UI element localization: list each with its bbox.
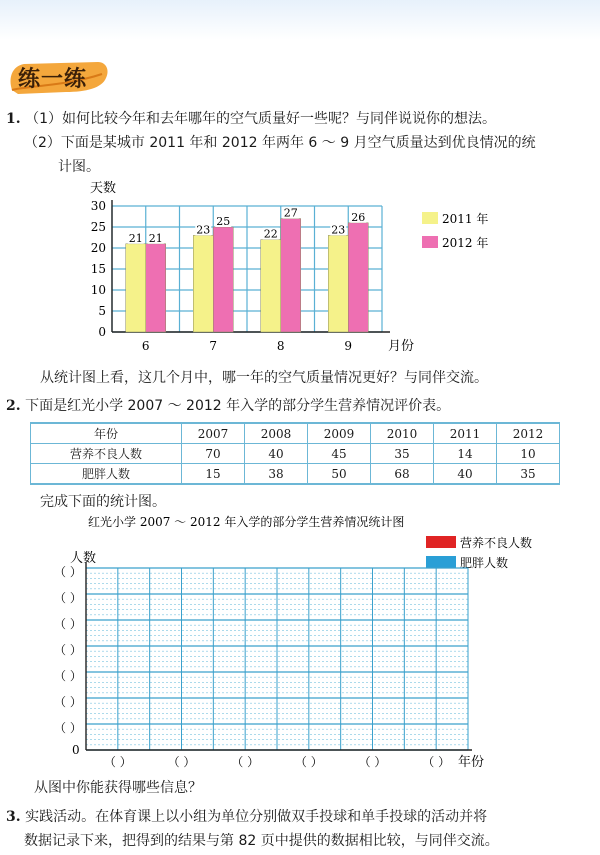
legend-swatch: [422, 212, 438, 224]
y-blank: （ ）: [54, 617, 82, 631]
legend-label: 肥胖人数: [460, 556, 509, 570]
data-label: 21: [128, 231, 143, 245]
table-cell: 68: [371, 464, 434, 485]
air-quality-chart: [0, 176, 600, 376]
legend-label: 2011 年: [442, 212, 489, 226]
x-blank: （ ）: [422, 755, 451, 769]
y-tick-label: 15: [90, 262, 106, 276]
legend-swatch: [426, 536, 456, 548]
y-blank: （ ）: [54, 695, 82, 709]
table-cell: 35: [371, 444, 434, 464]
data-label: 22: [263, 227, 278, 241]
legend-label: 2012 年: [442, 236, 489, 250]
nutrition-blank-chart: [0, 512, 600, 772]
q1-part1-text: （1）如何比较今年和去年哪年的空气质量好一些呢？与同伴说说你的想法。: [25, 111, 496, 127]
x-tick-label: 9: [344, 339, 353, 353]
q2-number: 2.: [6, 398, 21, 414]
q2-question: 从图中你能获得哪些信息？: [34, 780, 202, 796]
page-header-band: [0, 0, 600, 40]
chart1-xlabel: 月份: [388, 339, 415, 354]
x-blank: （ ）: [358, 755, 387, 769]
chart2-zero: 0: [72, 743, 80, 757]
q3-number: 3.: [6, 809, 21, 825]
table-row: [31, 444, 560, 464]
y-tick-label: 5: [98, 304, 106, 318]
table-cell: 45: [308, 444, 371, 464]
table-cell: 2007: [182, 423, 245, 444]
data-label: 21: [148, 231, 163, 245]
q3-line1: [6, 808, 487, 826]
bar: [328, 235, 348, 332]
bar: [261, 240, 281, 332]
chart2-ylabel: 人数: [70, 551, 97, 566]
x-tick-label: 8: [276, 339, 285, 353]
table-cell: 2010: [371, 423, 434, 444]
x-blank: （ ）: [167, 755, 196, 769]
y-blank: （ ）: [54, 565, 82, 579]
data-label: 27: [283, 206, 298, 220]
chart2-title: 红光小学 2007 ～ 2012 年入学的部分学生营养情况统计图: [88, 515, 405, 529]
q1-part2-line2: 计图。: [58, 159, 100, 175]
q1-number: 1.: [6, 111, 21, 127]
table-cell: 15: [182, 464, 245, 485]
x-blank: （ ）: [294, 755, 323, 769]
q3-line1-text: 实践活动。在体育课上以小组为单位分别做双手投球和单手投球的活动并将: [25, 809, 488, 825]
table-cell: 2012: [497, 423, 560, 444]
chart2-xlabel: 年份: [458, 755, 485, 770]
y-blank: （ ）: [54, 669, 82, 683]
table-cell: 40: [245, 444, 308, 464]
data-label: 25: [216, 215, 231, 228]
q2-text: [6, 397, 450, 415]
data-label: 26: [351, 210, 366, 224]
table-header-row: [31, 423, 560, 444]
y-blank: （ ）: [54, 721, 82, 735]
y-tick-label: 25: [90, 220, 106, 234]
table-cell: 50: [308, 464, 371, 485]
y-tick-label: 0: [98, 325, 106, 339]
y-blank: （ ）: [54, 591, 82, 605]
q3-line2: 数据记录下来，把得到的结果与第 82 页中提供的数据相比较，与同伴交流。: [24, 833, 499, 849]
table-cell: 营养不良人数: [31, 444, 182, 464]
table-cell: 10: [497, 444, 560, 464]
legend-swatch: [426, 556, 456, 568]
legend-label: 营养不良人数: [460, 536, 533, 550]
table-cell: 35: [497, 464, 560, 485]
chart1-ylabel: 天数: [90, 181, 117, 196]
q1-part2-line1: （2）下面是某城市 2011 年和 2012 年两年 6 ～ 9 月空气质量达到优良情况的统: [24, 135, 536, 151]
y-tick-label: 10: [90, 283, 106, 297]
data-label: 23: [196, 223, 211, 237]
table-cell: 2011: [434, 423, 497, 444]
y-tick-label: 20: [90, 241, 106, 255]
y-blank: （ ）: [54, 643, 82, 657]
nutrition-table: [30, 422, 560, 485]
bar: [348, 223, 368, 332]
x-tick-label: 7: [209, 339, 218, 353]
bar: [126, 244, 146, 332]
table-cell: 14: [434, 444, 497, 464]
bar: [281, 219, 301, 332]
table-cell: 年份: [31, 423, 182, 444]
legend-swatch: [422, 236, 438, 248]
y-tick-label: 30: [90, 199, 106, 213]
x-blank: （ ）: [103, 755, 132, 769]
table-cell: 肥胖人数: [31, 464, 182, 485]
banner-title: 练一练: [18, 67, 88, 92]
table-cell: 40: [434, 464, 497, 485]
x-tick-label: 6: [141, 339, 150, 353]
table-row: [31, 464, 560, 485]
x-blank: （ ）: [231, 755, 260, 769]
table-cell: 2009: [308, 423, 371, 444]
table-cell: 70: [182, 444, 245, 464]
q2-instruction: 完成下面的统计图。: [40, 494, 166, 510]
q2-text-body: 下面是红光小学 2007 ～ 2012 年入学的部分学生营养情况评价表。: [25, 398, 451, 414]
q1-after-text: 从统计图上看，这几个月中，哪一年的空气质量情况更好？与同伴交流。: [40, 370, 488, 386]
bar: [146, 244, 166, 332]
data-label: 23: [331, 223, 346, 237]
q1-part1: [6, 110, 496, 128]
bar: [213, 227, 233, 332]
bar: [193, 235, 213, 332]
table-cell: 38: [245, 464, 308, 485]
table-cell: 2008: [245, 423, 308, 444]
